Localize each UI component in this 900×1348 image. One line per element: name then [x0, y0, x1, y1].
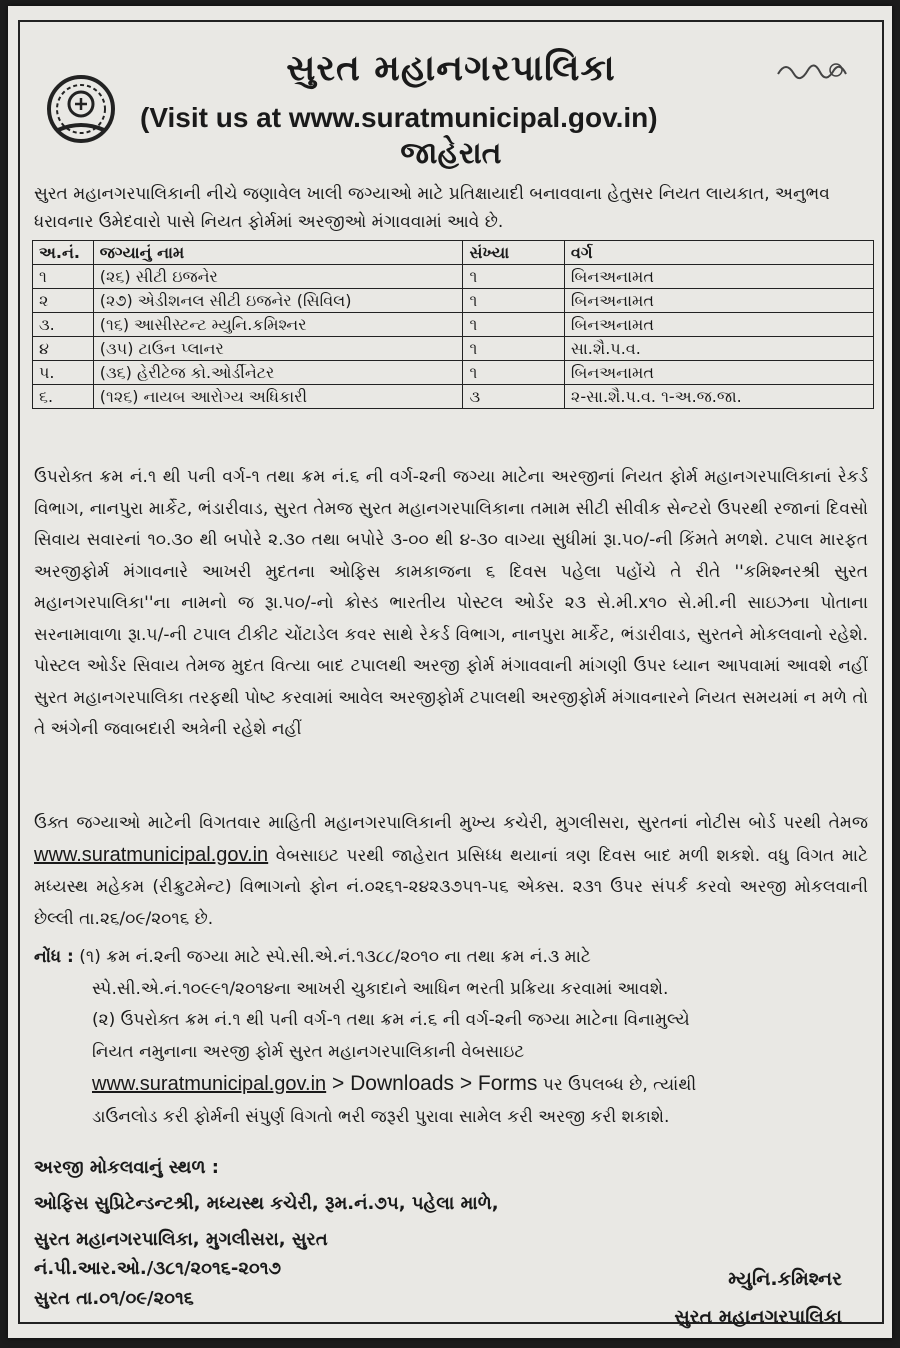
- application-form-paragraph: ઉપરોક્ત ક્રમ નં.૧ થી ૫ની વર્ગ-૧ તથા ક્રમ નં.૬ ની વર્ગ-૨ની જગ્યા માટેના અરજીનાં નિયત ફોર્મ મહાનગરપાલિકાનાં રેકર્ડ વિભાગ, નાનપુરા માર્કેટ, ભંડારીવાડ, સુરત તેમજ સુરત મહાનગરપાલિકાના તમામ સીટી સીવીક સેન્ટરો ઉપરથી રજાનાં દિવસો સિવાય સવારનાં ૧૦.૩૦ થી બપોરે ૨.૩૦ તથા બપોરે ૩-૦૦ થી ૪-૩૦ વાગ્યા સુધીમાં રૂા.૫૦/-ની કિંમતે મળશે. ટપાલ મારફત અરજીફોર્મ મંગાવનારે આખરી મુદતના ઓફિસ કામકાજના ૬ દિવસ પહેલા પહોંચે તે રીતે ''કમિશ્નરશ્રી સુરત મહાનગરપાલિકા''ના નામનો જ રૂા.૫૦/-નો ક્રોસ્ડ ભારતીય પોસ્ટલ ઓર્ડર ૨૩ સે.મી.x૧૦ સે.મી.ની સાઇઝના પોતાના સરનામાવાળા રૂા.૫/-ની ટપાલ ટીકીટ ચોંટાડેલ કવર સાથે રેકર્ડ વિભાગ, નાનપુરા માર્કેટ, ભંડારીવાડ, સુરતને મોકલવાનો રહેશે. પોસ્ટલ ઓર્ડર સિવાય તેમજ મુદત વિત્યા બાદ ટપાલથી અરજી ફોર્મ મંગાવવાની માંગણી ઉપર ધ્યાન આપવામાં આવશે નહીં સુરત મહાનગરપાલિકા તરફથી પોષ્ટ કરવામાં આવેલ અરજીફોર્મ ટપાલથી અરજીફોર્મ મંગાવનારને નિયત સમયમાં ન મળે તો તે અંગેની જવાબદારી અત્રેની રહેશે નહીં: [34, 467, 868, 739]
- cell-post-name: (૩૬) હેરીટેજ કો.ઓર્ડીનેટર: [93, 361, 463, 385]
- cell-count: ૧: [463, 289, 564, 313]
- cell-sr-no: ૩.: [33, 313, 94, 337]
- cell-count: ૧: [463, 313, 564, 337]
- address-label: અરજી મોકલવાનું સ્થળ :: [34, 1157, 219, 1178]
- note-1-text: (૧) ક્રમ નં.૨ની જગ્યા માટે સ્પે.સી.એ.નં.૧૩૮૮/૨૦૧૦ ના તથા ક્રમ નં.૩ માટે: [79, 947, 591, 967]
- address-line-1: ઓફિસ સુપ્રિટેન્ડન્ટશ્રી, મધ્યસ્થ કચેરી, રૂમ.નં.૭૫, પહેલા માળે,: [34, 1193, 499, 1214]
- table-row: [33, 289, 874, 313]
- details-text-end: વેબસાઇટ પરથી જાહેરાત પ્રસિધ્ધ થયાનાં ત્રણ દિવસ બાદ મળી શકશે. વધુ વિગત માટે મધ્યસ્થ મહેકમ (રીક્રુટમેન્ટ) વિભાગનો ફોન નં.૦૨૬૧-૨૪૨૩૭૫૧-૫૬ એક્સ. ૨૩૧ ઉપર સંપર્ક કરવો અરજી મોકલવાની છેલ્લી તા.૨૬/૦૯/૨૦૧૬ છે.: [34, 845, 868, 929]
- signatory-designation: મ્યુનિ.કમિશ્નર: [728, 1268, 842, 1290]
- note-2-line-1: (૨) ઉપરોક્ત ક્રમ નં.૧ થી ૫ની વર્ગ-૧ તથા ક્રમ નં.૬ ની વર્ગ-૨ની જગ્યા માટેના વિનામુલ્યે: [92, 1010, 690, 1030]
- website-line: [140, 102, 658, 134]
- note-2-line-3: [34, 1068, 868, 1102]
- cell-category: સા.શૈ.પ.વ.: [564, 337, 873, 361]
- details-paragraph: [34, 808, 868, 935]
- reference-number: નં.પી.આર.ઓ./૩૮૧/૨૦૧૬-૨૦૧૭: [34, 1258, 282, 1279]
- header-post-name: જગ્યાનું નામ: [93, 241, 463, 265]
- address-block: [34, 1150, 499, 1258]
- signatory-block: [674, 1260, 842, 1336]
- cell-sr-no: ૪: [33, 337, 94, 361]
- note-2-line-2: નિયત નમુનાના અરજી ફોર્મ સુરત મહાનગરપાલિકાની વેબસાઇટ: [92, 1041, 525, 1062]
- header-category: વર્ગ: [564, 241, 873, 265]
- table-row: [33, 337, 874, 361]
- visit-suffix: ): [648, 102, 658, 133]
- cell-post-name: (૩૫) ટાઉન પ્લાનર: [93, 337, 463, 361]
- vacancy-table: [32, 240, 874, 409]
- reference-block: [34, 1254, 281, 1314]
- note-1-line-1: [34, 942, 868, 974]
- note-2-line-4: ડાઉનલોડ કરી ફોર્મની સંપુર્ણ વિગતો ભરી જરૂરી પુરાવા સામેલ કરી અરજી કરી શકાશે.: [92, 1106, 670, 1127]
- cell-category: બિનઅનામત: [564, 265, 873, 289]
- cell-count: ૧: [463, 337, 564, 361]
- cell-sr-no: ૬.: [33, 385, 94, 409]
- cell-category: બિનઅનામત: [564, 313, 873, 337]
- cell-sr-no: ૨: [33, 289, 94, 313]
- newspaper-clipping: [8, 6, 892, 1338]
- cell-post-name: (૧૨૬) નાયબ આરોગ્ય અધિકારી: [93, 385, 463, 409]
- table-row: [33, 265, 874, 289]
- table-row: [33, 385, 874, 409]
- cell-post-name: (૨૭) એડીશનલ સીટી ઇજનેર (સિવિલ): [93, 289, 463, 313]
- cell-category: બિનઅનામત: [564, 289, 873, 313]
- intro-text: સુરત મહાનગરપાલિકાની નીચે જણાવેલ ખાલી જગ્યાઓ માટે પ્રતિક્ષાયાદી બનાવવાના હેતુસર નિયત લાયકાત, અનુભવ ધરાવનાર ઉમેદવારો પાસે નિયત ફોર્મમાં અરજીઓ મંગાવવામાં આવે છે.: [34, 184, 830, 232]
- details-text-start: ઉક્ત જગ્યાઓ માટેની વિગતવાર માહિતી મહાનગરપાલિકાની મુખ્ય કચેરી, મુગલીસરા, સુરતનાં નોટીસ બોર્ડ પરથી તેમજ: [34, 813, 868, 833]
- website-link[interactable]: www.suratmunicipal.gov.in: [92, 1073, 327, 1095]
- downloads-path: > Downloads > Forms: [326, 1072, 538, 1095]
- advertisement-frame: [18, 20, 884, 1328]
- signatory-organization: સુરત મહાનગરપાલિકા: [674, 1306, 842, 1328]
- cell-sr-no: પ.: [33, 361, 94, 385]
- cell-post-name: (૨૬) સીટી ઇજનેર: [93, 265, 463, 289]
- note-1-line-2: સ્પે.સી.એ.નં.૧૦૯૯૧/૨૦૧૪ના આખરી ચુકાદાને આધિન ભરતી પ્રક્રિયા કરવામાં આવશે.: [92, 978, 669, 999]
- website-link[interactable]: www.suratmunicipal.gov.in: [34, 843, 269, 866]
- cell-count: ૧: [463, 361, 564, 385]
- header-count: સંખ્યા: [463, 241, 564, 265]
- cell-post-name: (૧૬) આસીસ્ટન્ટ મ્યુનિ.કમિશ્નર: [93, 313, 463, 337]
- cell-category: બિનઅનામત: [564, 361, 873, 385]
- notes-label: નોંધ :: [34, 947, 74, 967]
- note-2-text: પર ઉપલબ્ધ છે, ત્યાંથી: [537, 1075, 697, 1095]
- notes-section: [34, 942, 868, 1133]
- table-header-row: [33, 241, 874, 265]
- page-title: સુરત મહાનગરપાલિકા: [286, 48, 616, 89]
- address-line-2: સુરત મહાનગરપાલિકા, મુગલીસરા, સુરત: [34, 1229, 328, 1250]
- visit-prefix: (Visit us at: [140, 102, 289, 133]
- cell-sr-no: ૧: [33, 265, 94, 289]
- cell-count: ૧: [463, 265, 564, 289]
- table-row: [33, 313, 874, 337]
- cell-category: ૨-સા.શૈ.પ.વ. ૧-અ.જ.જા.: [564, 385, 873, 409]
- table-row: [33, 361, 874, 385]
- reference-date: સુરત તા.૦૧/૦૯/૨૦૧૬: [34, 1288, 194, 1309]
- cell-count: ૩: [463, 385, 564, 409]
- website-link[interactable]: www.suratmunicipal.gov.in: [288, 102, 649, 133]
- advertisement-heading: જાહેરાત: [400, 136, 502, 171]
- header-sr-no: અ.નં.: [33, 241, 94, 265]
